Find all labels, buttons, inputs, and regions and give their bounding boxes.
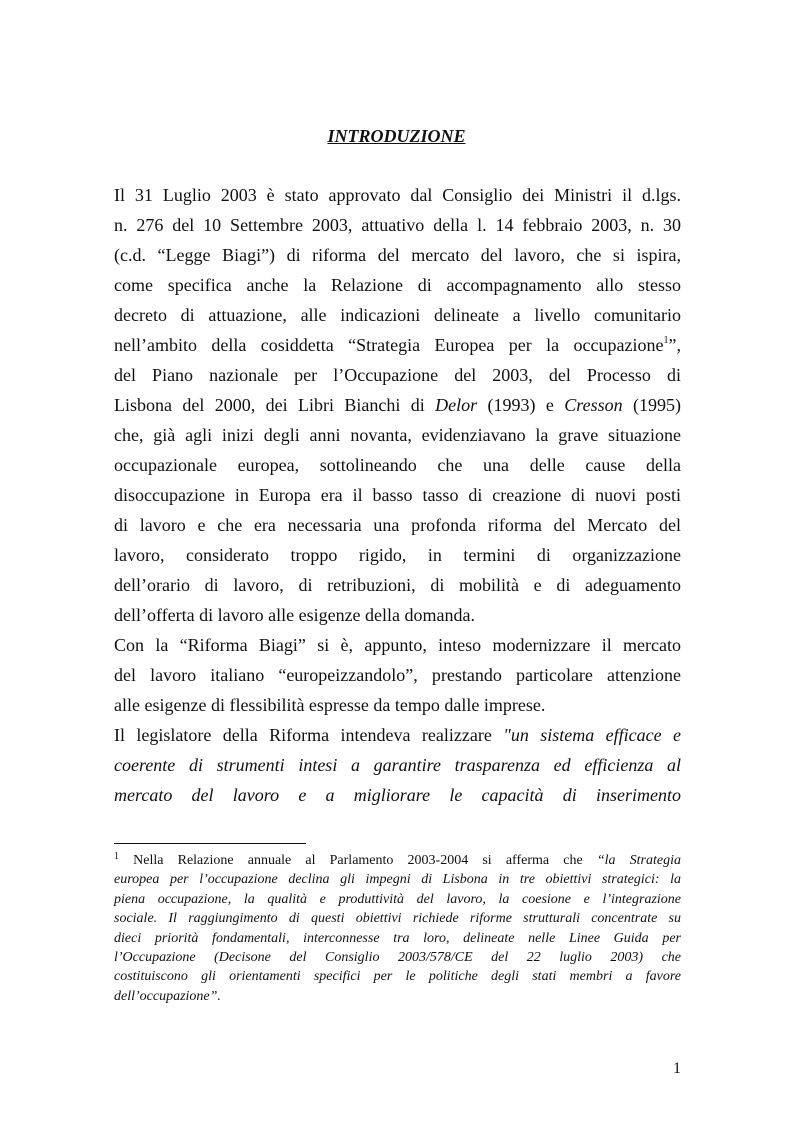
body-line: occupazionale europea, sottolineando che una delle cause della	[114, 455, 681, 475]
body-line: Con la “Riforma Biagi” si è, appunto, inteso modernizzare il mercato	[114, 635, 681, 655]
body-line: che, già agli inizi degli anni novanta, evidenziavano la grave situazione	[114, 425, 681, 445]
footnote-marker: 1	[114, 851, 119, 862]
footnote-separator	[114, 843, 306, 844]
body-line: (c.d. “Legge Biagi”) di riforma del mercato del lavoro, che si ispira,	[114, 245, 681, 265]
body-line: dell’offerta di lavoro alle esigenze della domanda.	[114, 605, 476, 625]
footnote-text-run: Nella Relazione annuale al Parlamento 2003-2004 si afferma che	[119, 853, 597, 868]
quoted-text: "un sistema efficace e	[503, 725, 681, 745]
body-line: come specifica anche la Relazione di accompagnamento allo stesso	[114, 275, 681, 295]
body-text-run: ”,	[668, 335, 681, 355]
page-title: INTRODUZIONE	[327, 126, 466, 146]
footnote-line: piena occupazione, la qualità e produttività del lavoro, la coesione e l’integrazione	[114, 891, 681, 907]
body-text-run: Lisbona del 2000, dei Libri Bianchi di	[114, 395, 436, 415]
footnote-quote: “la Strategia	[596, 853, 681, 868]
body-text-run: Il legislatore della Riforma intendeva realizzare	[114, 725, 504, 745]
footnote-line: l’Occupazione (Decisone del Consiglio 2003/578/CE del 22 luglio 2003) che	[114, 949, 681, 965]
body-line: coerente di strumenti intesi a garantire trasparenza ed efficienza al	[114, 755, 681, 775]
body-text-run: (1995)	[622, 395, 681, 415]
footnote-line: sociale. Il raggiungimento di questi obiettivi richiede riforme strutturali concentrate su	[114, 911, 681, 927]
body-text	[114, 180, 681, 810]
footnote-line: europea per l’occupazione declina gli impegni di Lisbona in tre obiettivi strategici: la	[114, 872, 681, 888]
body-line: decreto di attuazione, alle indicazioni delineate a livello comunitario	[114, 305, 681, 325]
body-line: del Piano nazionale per l’Occupazione del 2003, del Processo di	[114, 365, 681, 385]
body-line: lavoro, considerato troppo rigido, in termini di organizzazione	[114, 545, 681, 565]
body-line: disoccupazione in Europa era il basso tasso di creazione di nuovi posti	[114, 485, 681, 505]
body-line: n. 276 del 10 Settembre 2003, attuativo della l. 14 febbraio 2003, n. 30	[114, 215, 681, 235]
footnote	[114, 851, 681, 1006]
footnote-line: dell’occupazione”.	[114, 988, 221, 1004]
page-number: 1	[673, 1060, 681, 1077]
body-line	[114, 720, 681, 750]
body-line: del lavoro italiano “europeizzandolo”, prestando particolare attenzione	[114, 665, 681, 685]
body-line: dell’orario di lavoro, di retribuzioni, di mobilità e di adeguamento	[114, 575, 681, 595]
footnote-line: costituiscono gli orientamenti specifici per le politiche degli stati membri a favore	[114, 969, 681, 985]
body-line: di lavoro e che era necessaria una profonda riforma del Mercato del	[114, 515, 681, 535]
footnote-reference: 1	[663, 335, 669, 346]
body-text-run: (1993) e	[477, 395, 565, 415]
body-line: mercato del lavoro e a migliorare le capacità di inserimento	[114, 785, 681, 805]
body-line: alle esigenze di flessibilità espresse da tempo dalle imprese.	[114, 695, 546, 715]
italic-name-delor: Delor	[435, 395, 478, 415]
body-line	[114, 330, 681, 360]
footnote-line: dieci priorità fondamentali, interconnesse tra loro, delineate nelle Linee Guida per	[114, 930, 681, 946]
body-text-run: nell’ambito della cosiddetta “Strategia Europea per la occupazione	[114, 335, 664, 355]
footnote-line	[114, 851, 681, 870]
body-line	[114, 390, 681, 420]
italic-name-cresson: Cresson	[564, 395, 623, 415]
body-line: Il 31 Luglio 2003 è stato approvato dal Consiglio dei Ministri il d.lgs.	[114, 185, 681, 205]
